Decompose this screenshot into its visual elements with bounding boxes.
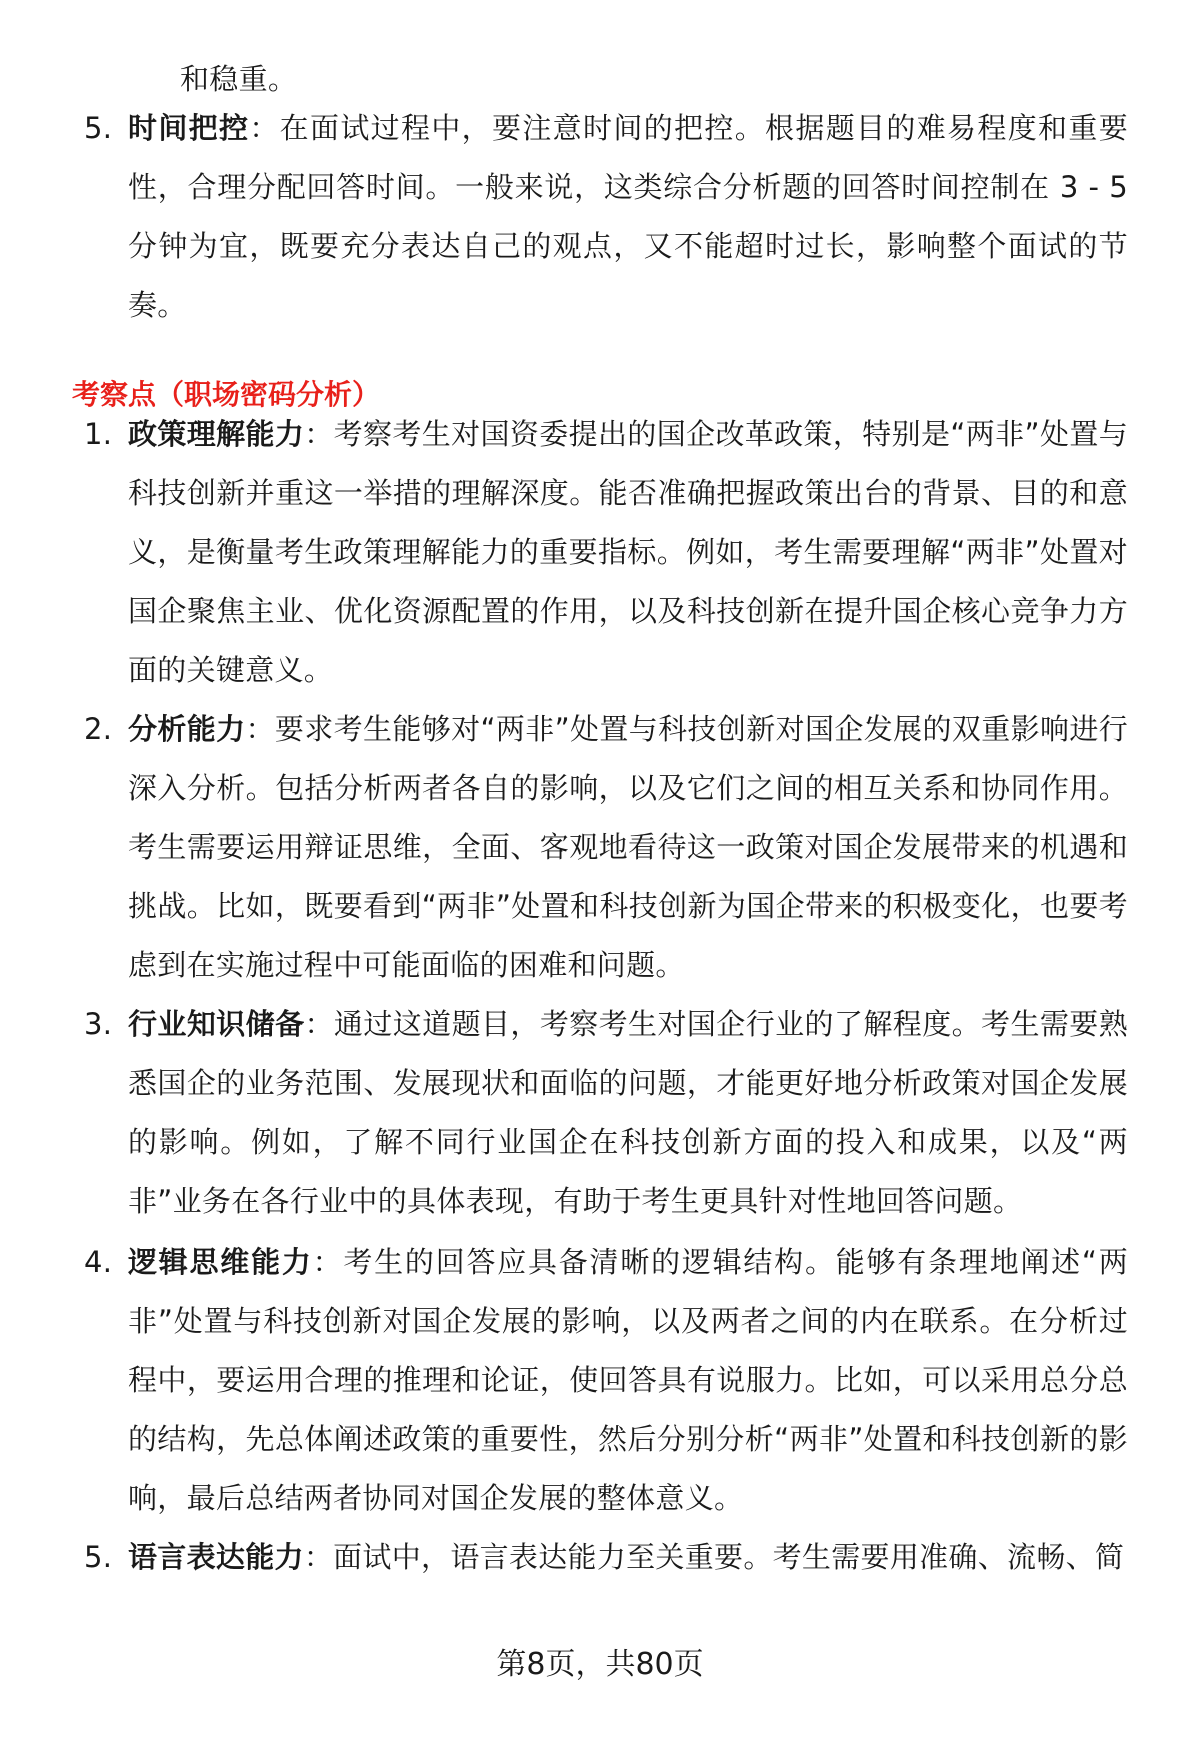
list-item-3 bbox=[84, 995, 1144, 1231]
item-body bbox=[128, 405, 1128, 700]
list-item-5 bbox=[84, 1528, 1144, 1587]
item-title: 分析能力 bbox=[128, 712, 246, 746]
item-text: ：面试中，语言表达能力至关重要。考生需要用准确、流畅、简 bbox=[303, 1540, 1125, 1574]
continuation-text: 和稳重。 bbox=[180, 62, 298, 96]
item-body bbox=[128, 1528, 1128, 1587]
time-control-item bbox=[84, 99, 1144, 335]
item-text: ：考察考生对国资委提出的国企改革政策，特别是“两非”处置与科技创新并重这一举措的理解深度。能否准确把握政策出台的背景、目的和意义，是衡量考生政策理解能力的重要指标。例如，考生需要理解“两非”处置对国企聚焦主业、优化资源配置的作用，以及科技创新在提升国企核心竞争力方面的关键意义。 bbox=[128, 417, 1128, 687]
item-number: 5. bbox=[84, 1540, 113, 1574]
page-number-footer: 第8页，共80页 bbox=[496, 1647, 704, 1682]
item-text: ：通过这道题目，考察考生对国企行业的了解程度。考生需要熟悉国企的业务范围、发展现状和面临的问题，才能更好地分析政策对国企发展的影响。例如，了解不同行业国企在科技创新方面的投入和成果，以及“两非”业务在各行业中的具体表现，有助于考生更具针对性地回答问题。 bbox=[128, 1007, 1128, 1218]
list-item-4 bbox=[84, 1233, 1144, 1528]
item-number: 3. bbox=[84, 1007, 113, 1041]
item-number: 2. bbox=[84, 712, 113, 746]
list-item-1 bbox=[84, 405, 1144, 700]
item-title: 政策理解能力 bbox=[128, 417, 305, 451]
item-body bbox=[128, 700, 1128, 995]
item-body bbox=[128, 1233, 1128, 1528]
item-title: 语言表达能力 bbox=[128, 1540, 304, 1574]
item-text: ：在面试过程中，要注意时间的把控。根据题目的难易程度和重要性，合理分配回答时间。一般来说，这类综合分析题的回答时间控制在 3 - 5 分钟为宜，既要充分表达自己的观点，又不能超时过长，影响整个面试的节奏。 bbox=[128, 111, 1129, 322]
item-text: ：考生的回答应具备清晰的逻辑结构。能够有条理地阐述“两非”处置与科技创新对国企发展的影响，以及两者之间的内在联系。在分析过程中，要运用合理的推理和论证，使回答具有说服力。比如，可以采用总分总的结构，先总体阐述政策的重要性，然后分别分析“两非”处置和科技创新的影响，最后总结两者协同对国企发展的整体意义。 bbox=[128, 1245, 1128, 1515]
item-title: 时间把控 bbox=[128, 111, 250, 145]
list-item-2 bbox=[84, 700, 1144, 995]
item-number: 4. bbox=[84, 1245, 113, 1279]
item-number: 5. bbox=[84, 111, 113, 145]
item-body bbox=[128, 995, 1128, 1231]
item-title: 行业知识储备 bbox=[128, 1007, 305, 1041]
section-heading: 考察点（职场密码分析） bbox=[72, 378, 381, 411]
item-body bbox=[128, 99, 1128, 335]
item-text: ：要求考生能够对“两非”处置与科技创新对国企发展的双重影响进行深入分析。包括分析两者各自的影响，以及它们之间的相互关系和协同作用。考生需要运用辩证思维，全面、客观地看待这一政策对国企发展带来的机遇和挑战。比如，既要看到“两非”处置和科技创新为国企带来的积极变化，也要考虑到在实施过程中可能面临的困难和问题。 bbox=[128, 712, 1128, 982]
item-title: 逻辑思维能力 bbox=[128, 1245, 313, 1279]
item-number: 1. bbox=[84, 417, 113, 451]
